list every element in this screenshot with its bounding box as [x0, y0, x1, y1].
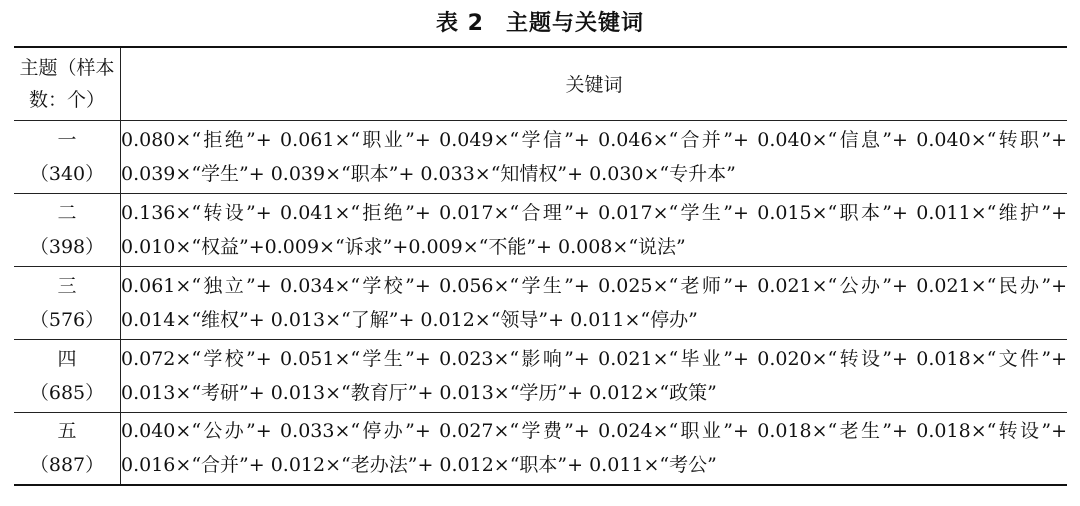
table-row — [14, 412, 1067, 485]
keywords-cell: 0.080×“拒绝”+ 0.061×“职业”+ 0.049×“学信”+ 0.046×“合并”+ 0.040×“信息”+ 0.040×“转职”+ 0.039×“学生”+ 0.039×“职本”+ 0.033×“知情权”+ 0.030×“专升本” — [121, 120, 1068, 193]
table-number: 表 2 — [436, 11, 484, 36]
keywords-column-header: 关键词 — [121, 47, 1068, 120]
sample-count: （398） — [29, 235, 105, 258]
topic-name: 三 — [57, 274, 77, 297]
keywords-cell: 0.061×“独立”+ 0.034×“学校”+ 0.056×“学生”+ 0.025×“老师”+ 0.021×“公办”+ 0.021×“民办”+ 0.014×“维权”+ 0.013×“了解”+ 0.012×“领导”+ 0.011×“停办” — [121, 266, 1068, 339]
topic-column-header: 主题（样本数：个） — [19, 56, 115, 111]
header-row — [14, 47, 1067, 120]
topics-keywords-table — [14, 46, 1067, 486]
table-row — [14, 193, 1067, 266]
table-row — [14, 266, 1067, 339]
table-row — [14, 120, 1067, 193]
sample-count: （685） — [29, 381, 105, 404]
topic-name: 四 — [57, 347, 77, 370]
topic-name: 一 — [57, 128, 77, 151]
topic-cell — [14, 412, 121, 485]
keywords-cell: 0.072×“学校”+ 0.051×“学生”+ 0.023×“影响”+ 0.021×“毕业”+ 0.020×“转设”+ 0.018×“文件”+ 0.013×“考研”+ 0.013×“教育厅”+ 0.013×“学历”+ 0.012×“政策” — [121, 339, 1068, 412]
table-caption — [0, 6, 1080, 37]
table-row — [14, 339, 1067, 412]
topic-cell — [14, 193, 121, 266]
topic-cell — [14, 266, 121, 339]
topic-name: 五 — [57, 420, 77, 443]
topic-name: 二 — [57, 201, 77, 224]
topic-cell — [14, 120, 121, 193]
sample-count: （340） — [29, 162, 105, 185]
sample-count: （576） — [29, 308, 105, 331]
keywords-cell: 0.040×“公办”+ 0.033×“停办”+ 0.027×“学费”+ 0.024×“职业”+ 0.018×“老生”+ 0.018×“转设”+ 0.016×“合并”+ 0.012×“老办法”+ 0.012×“职本”+ 0.011×“考公” — [121, 412, 1068, 485]
topic-cell — [14, 339, 121, 412]
table-title: 主题与关键词 — [505, 11, 644, 36]
keywords-cell: 0.136×“转设”+ 0.041×“拒绝”+ 0.017×“合理”+ 0.017×“学生”+ 0.015×“职本”+ 0.011×“维护”+ 0.010×“权益”+0.009×“诉求”+0.009×“不能”+ 0.008×“说法” — [121, 193, 1068, 266]
sample-count: （887） — [29, 454, 105, 477]
